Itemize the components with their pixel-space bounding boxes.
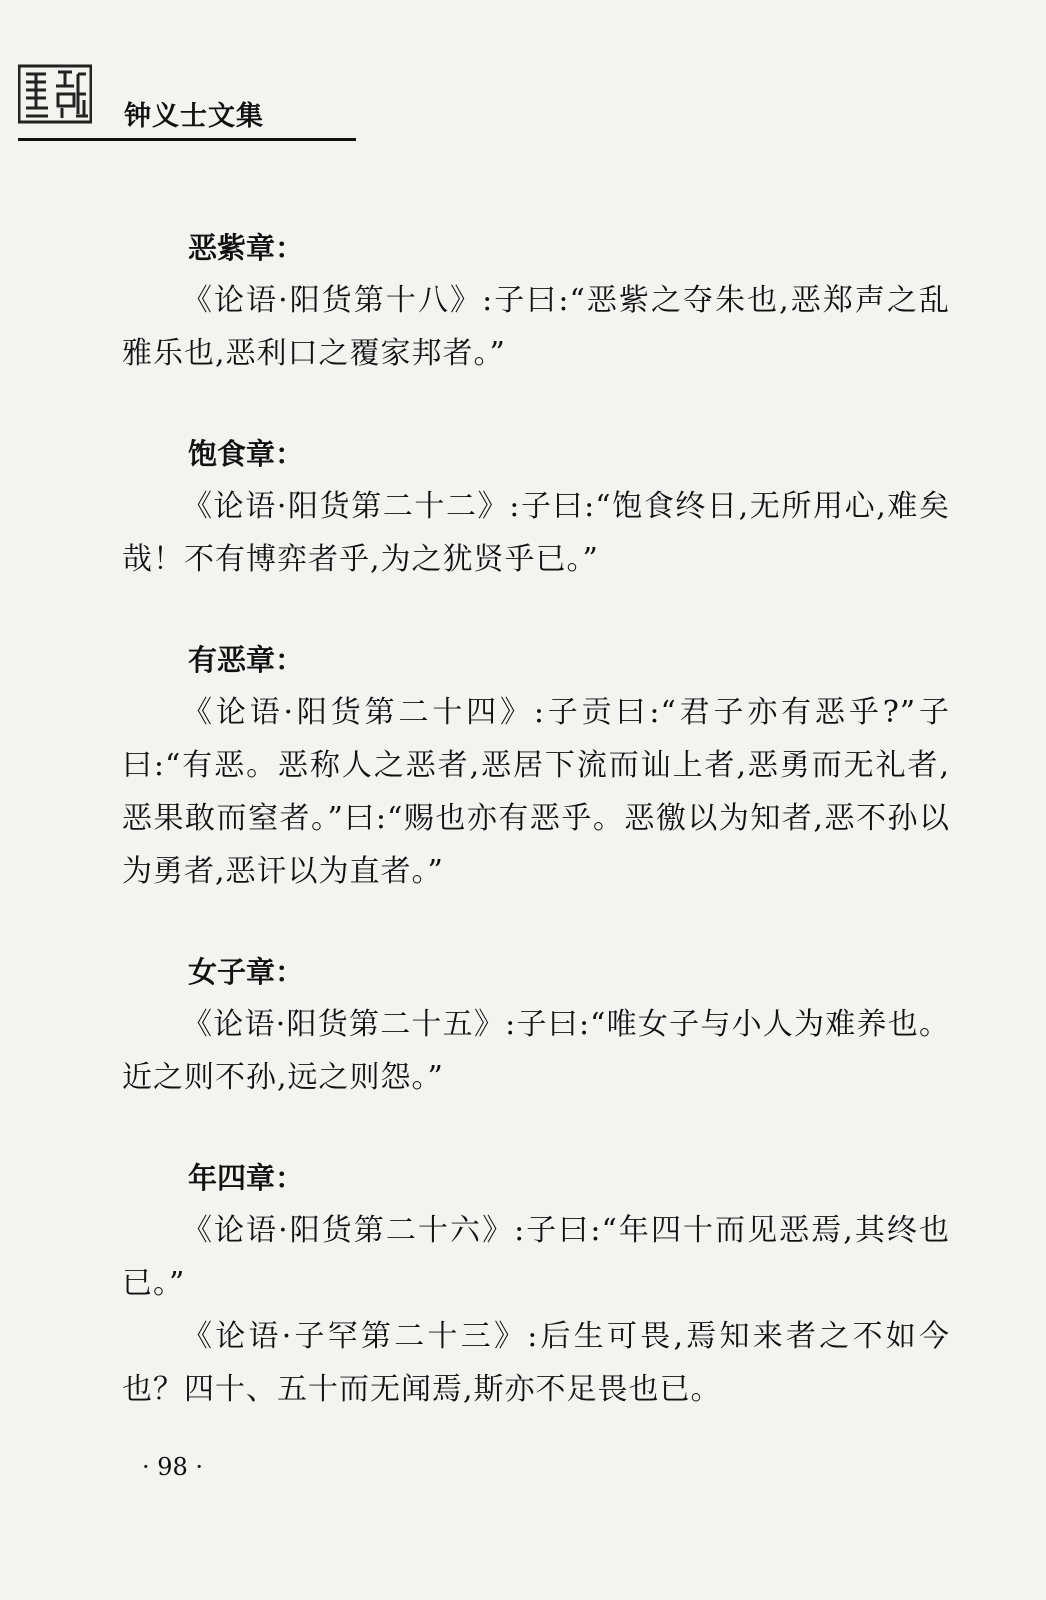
section-heading: 饱食章： (188, 437, 305, 471)
section-paragraph: 《论语·阳货第二十五》:子曰:“唯女子与小人为难养也。近之则不孙,远之则怨。” (122, 1007, 950, 1095)
section-paragraph: 《论语·阳货第二十六》:子曰:“年四十而见恶焉,其终也已。” (122, 1213, 950, 1301)
section-baoshi (122, 428, 950, 586)
book-title: 钟义士文集 (124, 101, 264, 132)
section-nvzi (122, 946, 950, 1104)
page-body (122, 222, 950, 1464)
section-heading: 恶紫章： (188, 231, 305, 265)
section-heading: 有恶章： (188, 643, 305, 677)
page-number: · 98 · (142, 1453, 204, 1481)
section-ezi (122, 222, 950, 380)
section-heading: 女子章： (188, 955, 305, 989)
section-heading: 年四章： (188, 1161, 305, 1195)
section-paragraph: 《论语·阳货第二十二》:子曰:“饱食终日,无所用心,难矣哉！不有博弈者乎,为之犹贤乎已。” (122, 489, 950, 577)
section-niansi (122, 1152, 950, 1416)
running-header (18, 64, 358, 146)
header-divider (18, 138, 356, 141)
section-youe (122, 634, 950, 898)
section-paragraph: 《论语·子罕第二十三》:后生可畏,焉知来者之不如今也？四十、五十而无闻焉,斯亦不足畏也已。 (122, 1319, 950, 1407)
seal-logo-icon (18, 64, 92, 124)
section-paragraph: 《论语·阳货第十八》:子曰:“恶紫之夺朱也,恶郑声之乱雅乐也,恶利口之覆家邦者。” (122, 283, 950, 371)
section-paragraph: 《论语·阳货第二十四》:子贡曰:“君子亦有恶乎?”子曰:“有恶。恶称人之恶者,恶居下流而讪上者,恶勇而无礼者,恶果敢而窒者。”曰:“赐也亦有恶乎。恶徼以为知者,恶不孙以为勇者,恶讦以为直者。” (122, 695, 950, 889)
